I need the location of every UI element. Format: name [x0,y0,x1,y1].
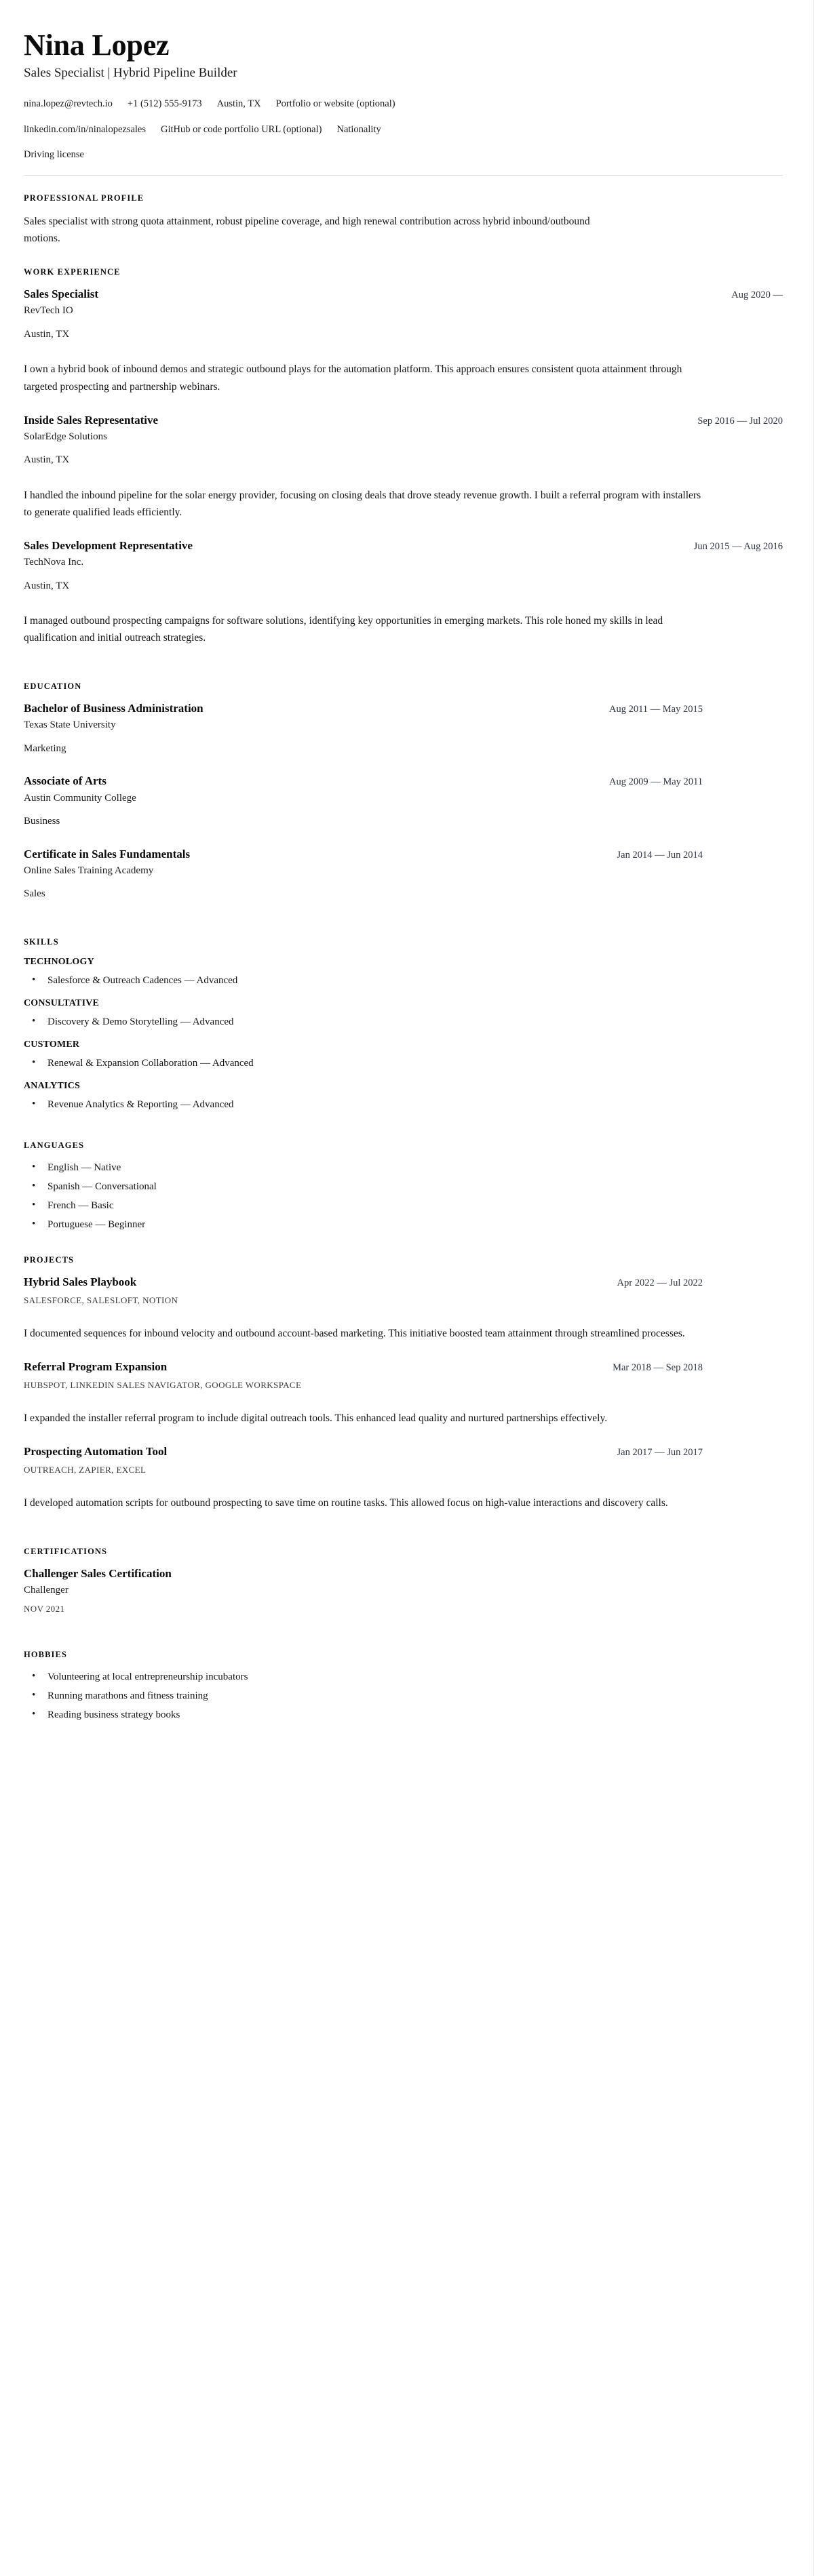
section-education [24,681,783,901]
work-entry [24,287,783,395]
skill-item: • Revenue Analytics & Reporting — Advanced [24,1097,783,1113]
language-list [24,1160,783,1233]
contact-linkedin[interactable]: linkedin.com/in/ninalopezsales [24,123,146,135]
project-description: I documented sequences for inbound velocity and outbound account-based marketing. This initiative boosted team attainment through streamlined processes. [24,1327,685,1339]
project-entry-head [24,1275,783,1290]
project-entry [24,1275,783,1342]
resume-header [24,28,783,176]
skill-group-label: CONSULTATIVE [24,997,100,1008]
candidate-name: Nina Lopez [24,28,170,62]
work-description: I own a hybrid book of inbound demos and strategic outbound plays for the automation platform. This approach ensures consistent quota attainment through targeted prospecting and partnership webinars. [24,363,682,393]
spacer [24,1237,783,1255]
project-entry [24,1444,783,1511]
work-description: I handled the inbound pipeline for the solar energy provider, focusing on closing deals that drove steady revenue growth. I built a referral program with installers to generate qualified leads efficiently. [24,489,701,518]
project-date: Mar 2018 — Sep 2018 [613,1362,703,1373]
skill-group-label: CUSTOMER [24,1039,80,1050]
education-entry-head [24,774,783,789]
work-company: RevTech IO [24,305,73,317]
section-professional-profile [24,193,783,247]
spacer [24,1632,783,1650]
section-title-work: WORK EXPERIENCE [24,267,121,277]
project-tech-tags: SALESFORCE, SALESLOFT, NOTION [24,1294,178,1305]
work-entry [24,538,783,646]
work-role: Sales Specialist [24,288,99,301]
certification-date: NOV 2021 [24,1603,65,1614]
language-item: • Portuguese — Beginner [24,1217,783,1233]
work-company: TechNova Inc. [24,557,84,568]
work-role: Inside Sales Representative [24,413,159,427]
spacer [24,664,783,681]
education-school: Austin Community College [24,792,136,804]
project-name: Prospecting Automation Tool [24,1445,168,1458]
project-tech-tags: OUTREACH, ZAPIER, EXCEL [24,1465,147,1475]
spacer [24,1529,783,1547]
work-entry-head [24,413,783,428]
language-item: • English — Native [24,1160,783,1176]
work-date: Jun 2015 — Aug 2016 [693,541,783,552]
skill-item: • Salesforce & Outreach Cadences — Advanced [24,973,783,989]
education-entry [24,701,783,756]
work-role: Sales Development Representative [24,539,193,552]
skill-group-customer [24,1039,783,1071]
education-degree: Certificate in Sales Fundamentals [24,847,191,860]
certification-entry [24,1566,783,1614]
section-certifications [24,1547,783,1614]
contact-email[interactable]: nina.lopez@revtech.io [24,98,113,109]
skill-group-label: TECHNOLOGY [24,956,94,967]
section-hobbies [24,1650,783,1724]
education-entry [24,847,783,902]
contact-phone[interactable]: +1 (512) 555-9173 [127,98,202,109]
skill-group-technology [24,957,783,989]
section-title-certifications: CERTIFICATIONS [24,1547,108,1557]
section-skills [24,937,783,1113]
project-name: Hybrid Sales Playbook [24,1275,137,1288]
spacer [24,1123,783,1141]
language-item: • French — Basic [24,1198,783,1214]
skill-group-consultative [24,998,783,1030]
work-date: Sep 2016 — Jul 2020 [697,415,783,427]
project-date: Jan 2017 — Jun 2017 [617,1447,703,1458]
language-item: • Spanish — Conversational [24,1179,783,1195]
work-company: SolarEdge Solutions [24,431,107,442]
project-description: I developed automation scripts for outbound prospecting to save time on routine tasks. This allowed focus on high-value interactions and discovery calls. [24,1497,668,1509]
section-work-experience [24,267,783,646]
work-entry-head [24,287,783,302]
spacer [24,919,783,937]
candidate-headline: Sales Specialist | Hybrid Pipeline Builder [24,66,237,81]
section-projects [24,1255,783,1512]
project-tech-tags: HUBSPOT, LINKEDIN SALES NAVIGATOR, GOOGLE WORKSPACE [24,1379,302,1390]
contact-driving-license: Driving license [24,149,84,161]
work-location: Austin, TX [24,454,70,466]
hobby-list [24,1669,783,1724]
education-date: Jan 2014 — Jun 2014 [617,849,703,860]
education-entry-head [24,847,783,862]
project-entry [24,1360,783,1427]
education-school: Texas State University [24,719,116,731]
skill-group-analytics [24,1081,783,1113]
certification-name: Challenger Sales Certification [24,1567,172,1581]
skill-group-label: ANALYTICS [24,1081,80,1092]
education-degree: Associate of Arts [24,774,106,788]
project-entry-head [24,1360,783,1374]
education-school: Online Sales Training Academy [24,865,154,876]
education-date: Aug 2009 — May 2011 [608,776,703,788]
section-title-languages: LANGUAGES [24,1140,85,1150]
contact-row-2 [24,123,783,138]
contact-portfolio[interactable]: Portfolio or website (optional) [275,98,395,109]
education-field: Marketing [24,742,66,754]
project-entry-head [24,1444,783,1459]
work-location: Austin, TX [24,328,70,340]
work-location: Austin, TX [24,580,70,591]
skill-list [24,1014,783,1030]
education-degree: Bachelor of Business Administration [24,702,204,715]
hobby-item: • Reading business strategy books [24,1707,783,1723]
skill-list [24,973,783,989]
project-name: Referral Program Expansion [24,1360,168,1373]
work-date: Aug 2020 — [731,290,783,301]
education-field: Business [24,816,60,827]
contact-github[interactable]: GitHub or code portfolio URL (optional) [161,123,322,135]
section-title-projects: PROJECTS [24,1254,75,1265]
certification-issuer: Challenger [24,1585,69,1596]
section-title-skills: SKILLS [24,936,59,947]
section-languages [24,1141,783,1233]
education-field: Sales [24,888,45,900]
skill-list [24,1056,783,1071]
skill-item: • Discovery & Demo Storytelling — Advanced [24,1014,783,1030]
section-title-education: EDUCATION [24,681,82,692]
profile-summary-text: Sales specialist with strong quota attainment, robust pipeline coverage, and high renewal contribution across hybrid inbound/outbound motions. [24,216,590,245]
contact-row-1 [24,97,783,112]
work-entry [24,413,783,521]
work-entry-head [24,538,783,553]
contact-nationality: Nationality [336,123,381,135]
hobby-item: • Running marathons and fitness training [24,1688,783,1704]
project-date: Apr 2022 — Jul 2022 [617,1277,703,1288]
education-entry-head [24,701,783,716]
hobby-item: • Volunteering at local entrepreneurship incubators [24,1669,783,1685]
section-title-profile: PROFESSIONAL PROFILE [24,193,144,203]
project-description: I expanded the installer referral program to include digital outreach tools. This enhanced lead quality and nurtured partnerships effectively. [24,1412,608,1424]
contact-location: Austin, TX [216,98,261,109]
header-divider [24,175,783,176]
contact-row-3 [24,148,783,163]
skill-item: • Renewal & Expansion Collaboration — Advanced [24,1056,783,1071]
education-entry [24,774,783,829]
section-title-hobbies: HOBBIES [24,1649,67,1659]
education-date: Aug 2011 — May 2015 [608,704,703,715]
work-description: I managed outbound prospecting campaigns for software solutions, identifying key opportunities in emerging markets. This role honed my skills in lead qualification and initial outreach strategies. [24,615,663,644]
skill-list [24,1097,783,1113]
